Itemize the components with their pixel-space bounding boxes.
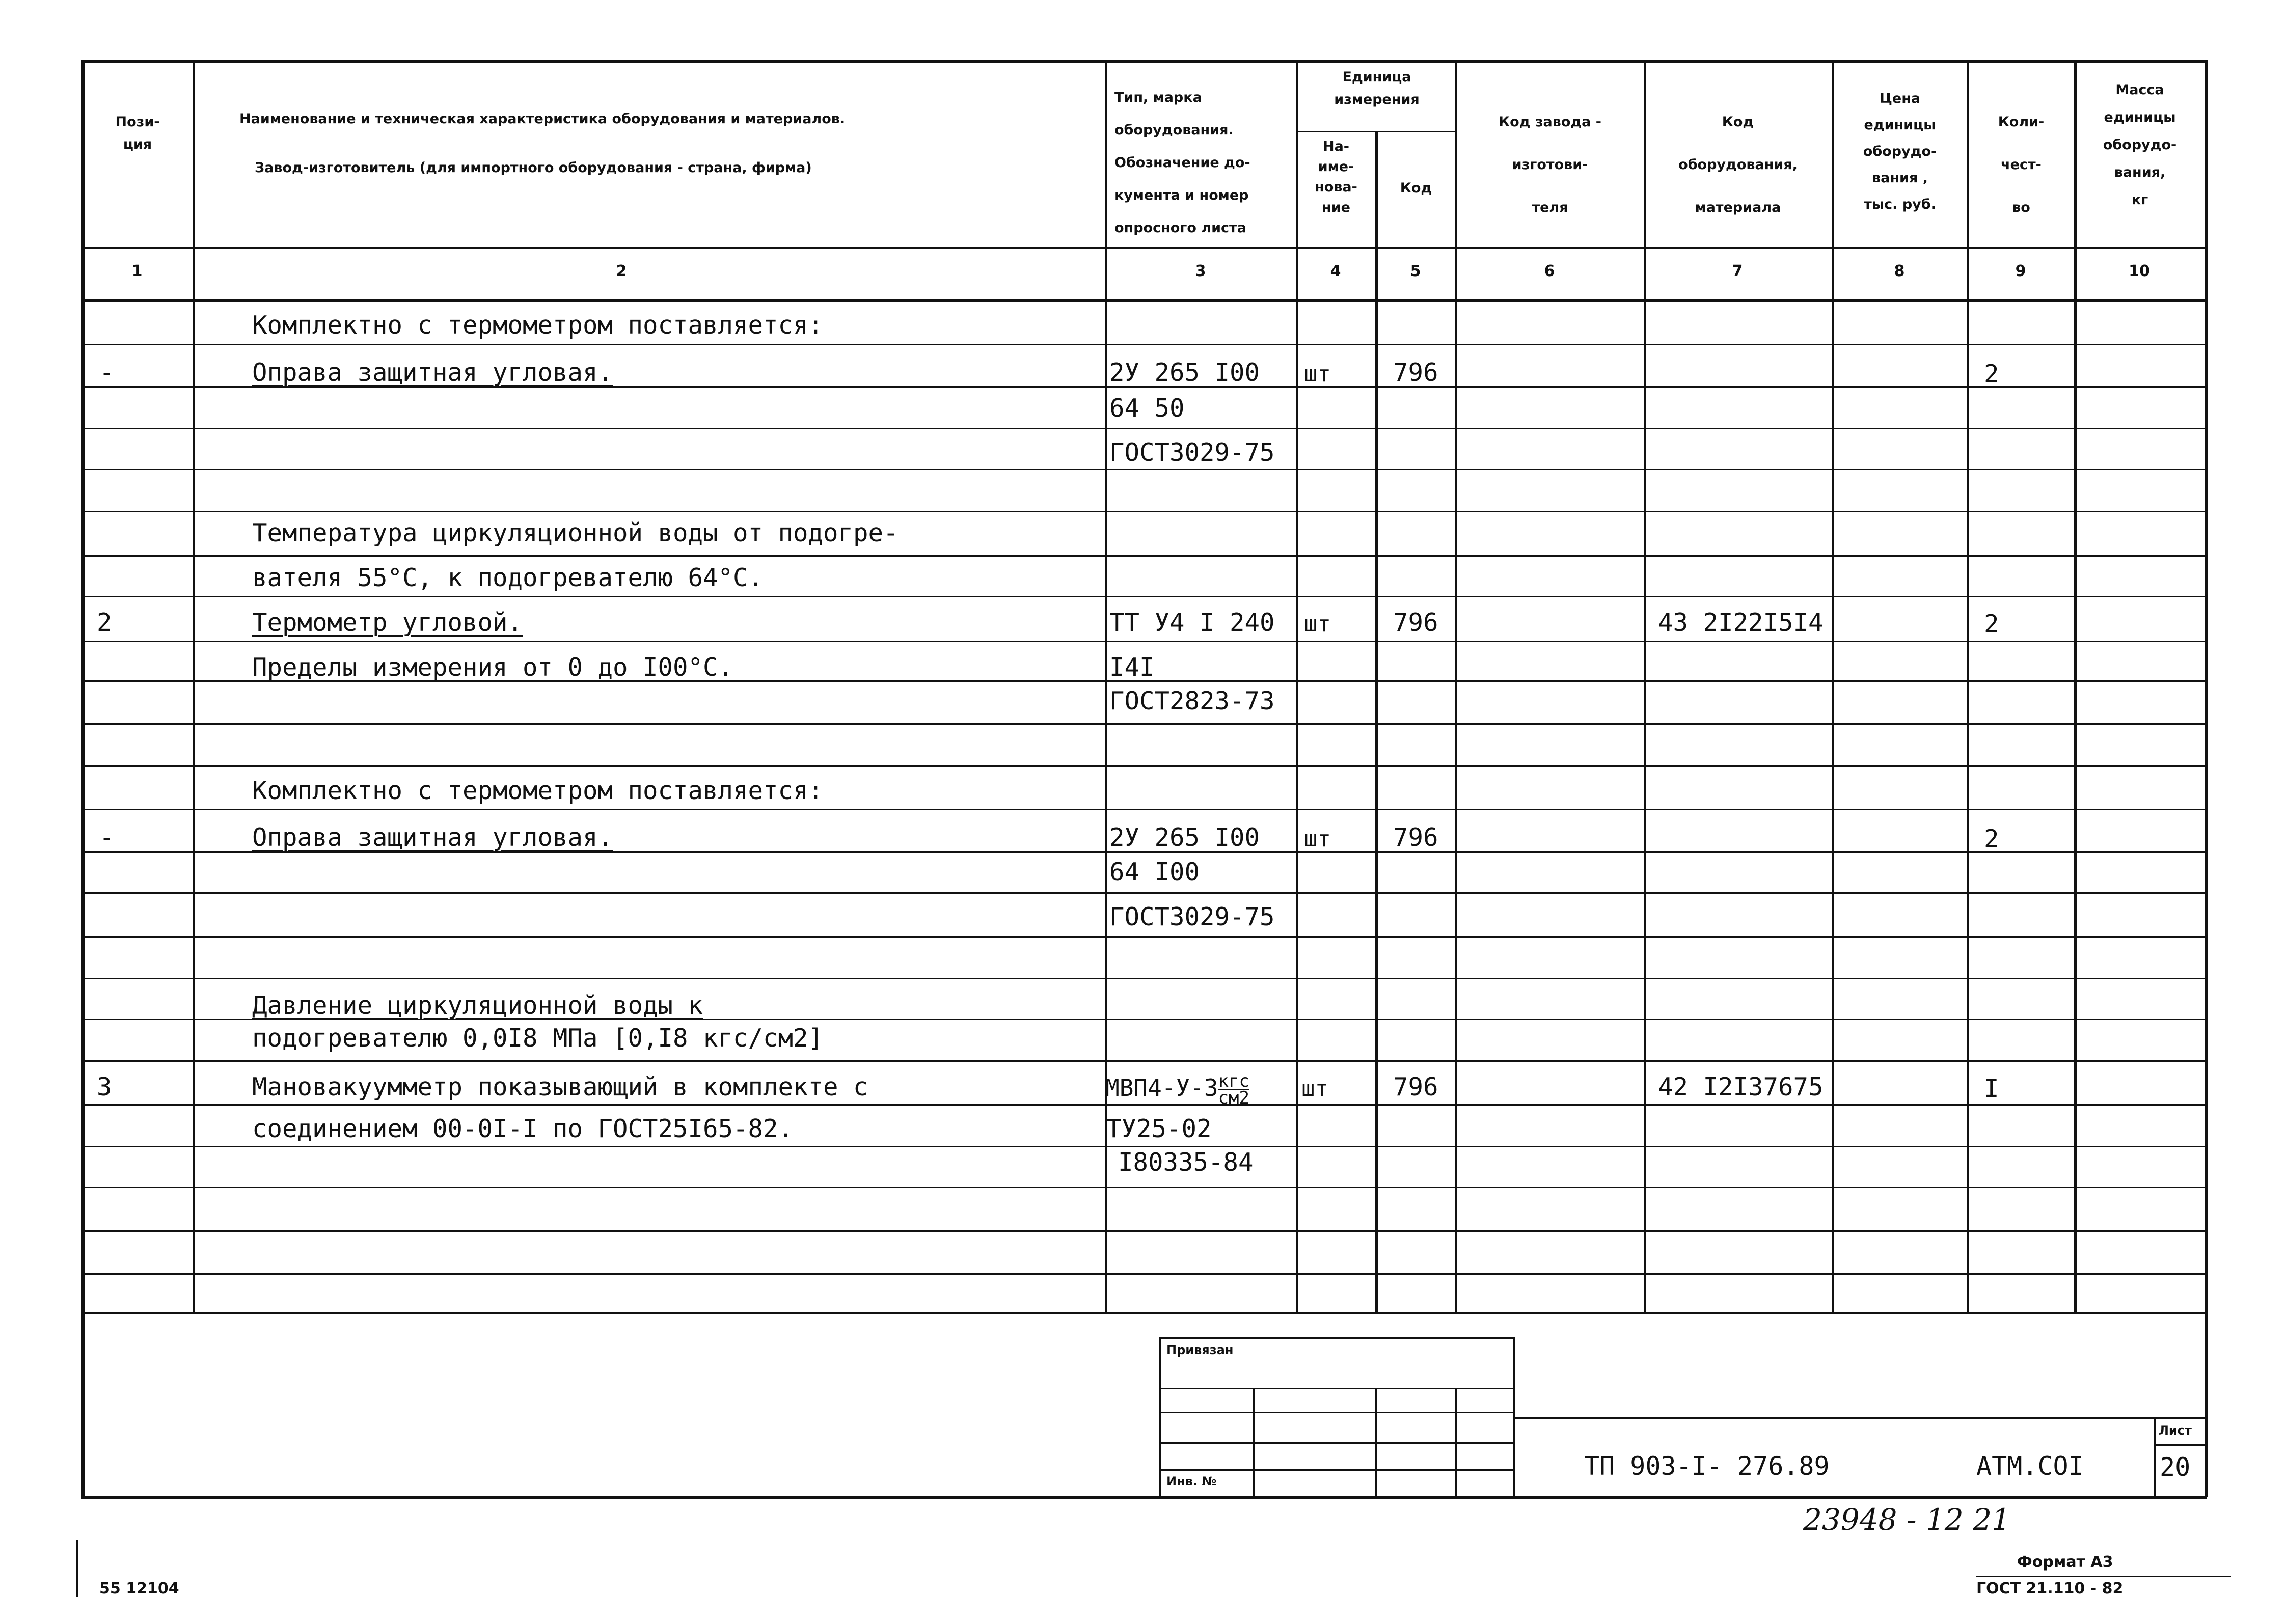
col-sep-7 [1832, 60, 1834, 1312]
frame-left [81, 60, 85, 1497]
row-line [81, 978, 2207, 979]
colnum-1: 1 [131, 262, 143, 280]
tb-sheet-number: 20 [2160, 1452, 2191, 1482]
colnum-6: 6 [1544, 262, 1555, 280]
header-name-line1: Наименование и техническая характеристика оборудования и материалов. [239, 111, 846, 127]
tb-box-line-1 [1159, 1388, 1513, 1389]
row-line [81, 596, 2207, 597]
row-line [81, 641, 2207, 642]
row-10-type: 2У 265 I00 [1109, 823, 1260, 852]
row-10-unit: шт [1304, 826, 1331, 852]
row-7-name: Пределы измерения от 0 до I00°С. [252, 653, 733, 682]
row-15-pos: 3 [97, 1072, 112, 1102]
header-position: Пози- ция [115, 114, 160, 152]
row-2-type: 64 50 [1109, 394, 1185, 423]
tb-box-sep-3 [1455, 1388, 1457, 1496]
colnum-5: 5 [1410, 262, 1421, 280]
colnum-2: 2 [616, 262, 627, 280]
row-16-name: соединением 00-0I-I по ГОСТ25I65-82. [252, 1114, 794, 1143]
format-label: Формат А3 [2017, 1553, 2113, 1571]
tb-main-line [1513, 1417, 2207, 1419]
row-14-name: подогревателю 0,0I8 МПа [0,I8 кгс/см2] [252, 1024, 824, 1053]
row-6-equip-code: 43 2I22I5I4 [1658, 608, 1824, 637]
row-1-name: Оправа защитная угловая. [252, 358, 613, 387]
row-11-type: 64 I00 [1109, 858, 1200, 887]
header-unit-code: Код [1400, 180, 1432, 196]
tb-box-top [1159, 1337, 1513, 1339]
row-15-type [1105, 1071, 1249, 1108]
header-mass: Масса единицы оборудо- вания, кг [2103, 82, 2177, 208]
header-unit-name: На- име- нова- ние [1315, 139, 1357, 215]
header-factory-code: Код завода - изготови- теля [1499, 114, 1601, 215]
row-15-type-fraction [1218, 1071, 1249, 1108]
colnum-10: 10 [2129, 262, 2150, 280]
tb-inv-label: Инв. № [1166, 1474, 1217, 1489]
row-line [81, 511, 2207, 512]
row-line [81, 809, 2207, 810]
standard-label: ГОСТ 21.110 - 82 [1976, 1580, 2124, 1598]
row-line [81, 1060, 2207, 1062]
row-6-name: Термометр угловой. [252, 608, 523, 637]
row-line [81, 1187, 2207, 1188]
col-sep-8 [1967, 60, 1969, 1312]
fraction-numerator: кгс [1218, 1071, 1249, 1091]
row-0-name: Комплектно с термометром поставляется: [252, 311, 824, 340]
row-line [81, 936, 2207, 938]
col-sep-3 [1296, 60, 1298, 1312]
row-15-qty: I [1984, 1074, 1999, 1103]
row-line [81, 428, 2207, 429]
row-1-pos: - [99, 358, 115, 387]
tb-project: ТП 903-I- 276.89 [1584, 1451, 1830, 1481]
header-bottom-line [81, 247, 2207, 249]
row-15-type-main: МВП4-У-3 [1105, 1074, 1218, 1102]
row-12-type: ГОСТ3029-75 [1109, 902, 1275, 931]
row-line [81, 723, 2207, 725]
row-line [81, 1146, 2207, 1147]
row-line [81, 765, 2207, 767]
footer-line [1976, 1576, 2231, 1577]
row-6-pos: 2 [97, 608, 112, 637]
tb-box-sep-2 [1375, 1388, 1377, 1496]
row-line [81, 469, 2207, 470]
colnum-4: 4 [1330, 262, 1341, 280]
colnum-9: 9 [2015, 262, 2026, 280]
header-equipment-code: Код оборудования, материала [1678, 114, 1798, 215]
row-7-type: I4I [1109, 653, 1155, 682]
col-sep-5 [1455, 60, 1457, 1312]
row-6-unit: шт [1304, 611, 1331, 637]
row-line [81, 892, 2207, 894]
tb-sheet-divider [2154, 1444, 2207, 1446]
row-5-name: вателя 55°С, к подогревателю 64°С. [252, 563, 764, 592]
header-quantity: Коли- чест- во [1998, 114, 2045, 215]
bottom-left-code: 55 12104 [99, 1580, 179, 1598]
col-sep-9 [2074, 60, 2077, 1312]
row-6-code: 796 [1393, 608, 1438, 637]
colnum-bottom-line [81, 299, 2207, 302]
col-sep-6 [1644, 60, 1646, 1312]
row-10-name: Оправа защитная угловая. [252, 823, 613, 852]
handwritten-number: 23948 - 12 21 [1803, 1502, 2011, 1537]
tb-box-right [1513, 1337, 1515, 1496]
colnum-7: 7 [1732, 262, 1743, 280]
row-15-code: 796 [1393, 1072, 1438, 1102]
tb-box-left [1159, 1337, 1161, 1496]
header-unit-group: Единица измерения [1334, 69, 1420, 107]
row-9-name: Комплектно с термометром поставляется: [252, 776, 824, 805]
row-16-type: ТУ25-02 [1106, 1114, 1212, 1143]
row-13-name: Давление циркуляционной воды к [252, 991, 703, 1020]
frame-bottom [81, 1496, 2207, 1499]
row-line [81, 1273, 2207, 1275]
colnum-3: 3 [1195, 262, 1206, 280]
fraction-denominator: см2 [1218, 1088, 1249, 1108]
col-sep-1 [193, 60, 195, 1312]
row-6-qty: 2 [1984, 610, 1999, 639]
row-3-type: ГОСТ3029-75 [1109, 438, 1275, 467]
frame-right [2205, 60, 2208, 1497]
header-name-line2: Завод-изготовитель (для импортного оборудования - страна, фирма) [255, 160, 812, 176]
row-15-name: Мановакуумметр показывающий в комплекте с [252, 1072, 868, 1102]
tb-box-line-2 [1159, 1412, 1513, 1413]
tb-box-sep-1 [1253, 1388, 1255, 1496]
row-15-equip-code: 42 I2I37675 [1658, 1072, 1824, 1102]
row-10-pos: - [99, 823, 115, 852]
row-1-code: 796 [1393, 358, 1438, 387]
header-price: Цена единицы оборудо- вания , тыс. руб. [1863, 91, 1937, 212]
row-6-type: ТТ У4 I 240 [1109, 608, 1275, 637]
row-line [81, 555, 2207, 557]
row-line [81, 344, 2207, 345]
row-4-name: Температура циркуляционной воды от подогре- [252, 518, 899, 547]
row-line [81, 1230, 2207, 1232]
row-17-type: I80335-84 [1118, 1148, 1254, 1177]
left-margin-mark [76, 1540, 78, 1597]
col-sep-4 [1375, 131, 1378, 1312]
header-type: Тип, марка оборудования. Обозначение до- кумента и номер опросного листа [1114, 90, 1250, 236]
tb-sheet-label: Лист [2159, 1423, 2192, 1438]
tb-box-line-3 [1159, 1442, 1513, 1444]
colnum-8: 8 [1894, 262, 1905, 280]
row-10-qty: 2 [1984, 824, 1999, 854]
tb-doc-code: АТМ.COI [1976, 1451, 2084, 1481]
row-1-qty: 2 [1984, 360, 1999, 389]
row-8-type: ГОСТ2823-73 [1109, 686, 1275, 715]
row-1-unit: шт [1304, 361, 1331, 387]
table-bottom-line [81, 1312, 2207, 1314]
row-1-type: 2У 265 I00 [1109, 358, 1260, 387]
tb-box-line-4 [1159, 1469, 1513, 1471]
row-15-unit: шт [1301, 1076, 1328, 1102]
row-10-code: 796 [1393, 823, 1438, 852]
tb-sheet-left [2154, 1417, 2156, 1496]
frame-top [81, 60, 2207, 63]
tb-bound-label: Привязан [1166, 1343, 1234, 1357]
